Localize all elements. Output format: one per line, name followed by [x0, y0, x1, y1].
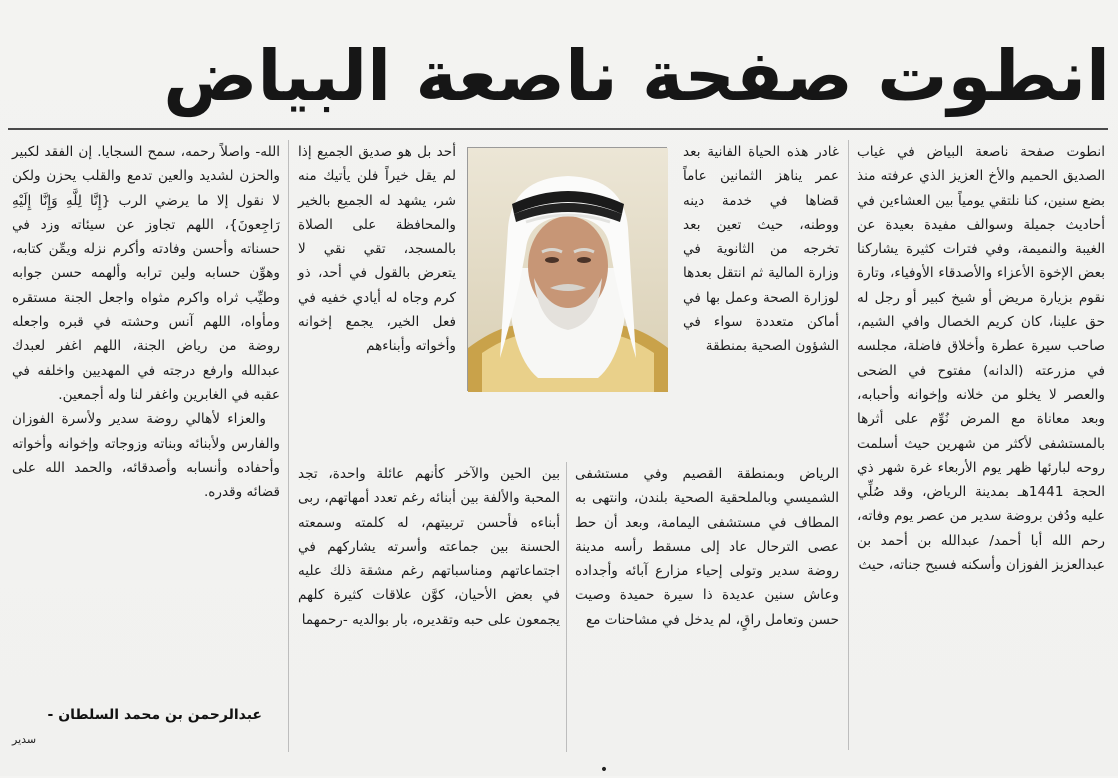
column-3-top	[298, 140, 456, 462]
column-1	[857, 140, 1105, 765]
author-location: سدير	[12, 733, 37, 746]
column-3-bottom	[298, 462, 560, 754]
column-2-top-paragraph: غادر هذه الحياة الفانية بعد عمر يناهز الثمانين عاماً قضاها في خدمة دينه ووطنه، حيث تعين بعد تخرجه من الثانوية في وزارة المالية ثم انتقل بعدها لوزارة الصحة وعمل بها في أماكن متعددة سواء في الشؤون الصحية بمنطقة	[683, 144, 839, 355]
portrait-photo	[467, 147, 667, 391]
headline-rule	[8, 128, 1108, 130]
column-2-top	[683, 140, 839, 462]
column-2-bottom	[575, 462, 839, 754]
portrait-illustration	[468, 148, 668, 392]
column-4-paragraph: الله- واصلاً رحمه، سمح السجايا. إن الفقد لكبير والحزن لشديد والعين تدمع والقلب يحزن ولكن لا نقول إلا ما يرضي الرب {إِنَّا لِلَّهِ وَإِنَّا إِلَيْهِ رَاجِعونَ}، اللهم تجاوز عن سيئاته وزد في حسناته وأحسن وفادته وأكرم نزله ويمِّن كتابه، وهوِّن حسابه ولين ترابه وألهمه حسن جوابه وطيِّب ثراه واكرم مثواه واجعل الجنة مستقره ومأواه، اللهم آنس وحشته في قبره واجعله روضة من رياض الجنة، اللهم اغفر لعبدك عبدالله وارفع درجته في المهديين واخلفه في عقبه في الغابرين واغفر لنا وله أجمعين.	[12, 144, 280, 403]
column-3-top-paragraph: أحد بل هو صديق الجميع إذا لم يقل خيراً فلن يأتيك منه شر، يشهد له الجميع بالخير والمحافظة على الصلاة بالمسجد، تقي نقي لا يتعرض بالقول في أحد، ذو كرم وجاه له أيادي خفيه في فعل الخير، يجمع إخوانه وأخواته وأبناءهم	[298, 144, 456, 355]
author-byline: عبدالرحمن بن محمد السلطان -	[47, 707, 262, 723]
page-edge-mark: •	[599, 762, 609, 778]
column-4-paragraph: والعزاء لأهالي روضة سدير ولأسرة الفوزان والفارس ولأبنائه وبناته وزوجاته وإخوانه وأخواته وأحفاده وأنسابه وأصدقائه، والحمد الله على قضائه وقدره.	[12, 411, 280, 501]
column-divider	[566, 462, 567, 752]
column-4	[12, 140, 280, 680]
column-divider	[848, 140, 849, 750]
column-3-bottom-paragraph: بين الحين والآخر كأنهم عائلة واحدة، تجد المحبة والألفة بين أبنائه رغم تعدد أمهاتهم، ربى أبناءه فأحسن تربيتهم، له كلمته وسمعته الحسنة بين جماعته وأسرته يشاركهم في اجتماعاتهم ومناسباتهم رغم مشقة ذلك عليه في بعض الأحيان، كوَّن علاقات كثيرة كلهم يجمعون على حبه وتقديره، بار بوالديه -رحمهما	[298, 466, 560, 628]
column-1-paragraph: انطوت صفحة ناصعة البياض في غياب الصديق الحميم والأخ العزيز الذي عرفته منذ بضع سنين، كنا نلتقي يومياً بين العشاءين في أحاديث جميلة وسوالف مفيدة بعيدة عن الغيبة والنميمة، وفي فترات كثيرة يشاركنا بعض الإخوة الأعزاء والأصدقاء الأوفياء، وتارة نقوم بزيارة مريض أو شيخ كبير أو رجل له حق علينا، كان كريم الخصال وافي الشيم، صاحب سيرة عطرة وأخلاق فاضلة، مجلسه في مزرعته (الدانه) مفتوح في الضحى والعصر لا يخلو من خلانه وإخوانه وأحبابه، وبعد معاناة مع المرض نُوِّم على أثرها بالمستشفى لأكثر من شهرين حيث أسلمت روحه لبارئها ظهر يوم الأربعاء غرة شهر ذي الحجة 1441هـ بمدينة الرياض، وقد صُلِّي عليه ودُفن بروضة سدير من عصر يوم وفاته، رحم الله أبا أحمد/ عبدالله بن أحمد بن عبدالعزيز الفوزان وأسكنه فسيح جناته، حيث	[857, 144, 1105, 574]
article-headline: انطوت صفحة ناصعة البياض	[163, 35, 1110, 117]
column-2-bottom-paragraph: الرياض وبمنطقة القصيم وفي مستشفى الشميسي وبالملحقية الصحية بلندن، وانتهى به المطاف في مستشفى اليمامة، وبعد أن حط عصى الترحال عاد إلى مسقط رأسه مدينة روضة سدير وتولى إحياء مزارع آبائه وأجداده وعاش سنين عديدة ذا سيرة حميدة وصيت حسن وتعامل راقٍ، لم يدخل في مشاحنات مع	[575, 466, 839, 628]
column-divider	[288, 140, 289, 752]
